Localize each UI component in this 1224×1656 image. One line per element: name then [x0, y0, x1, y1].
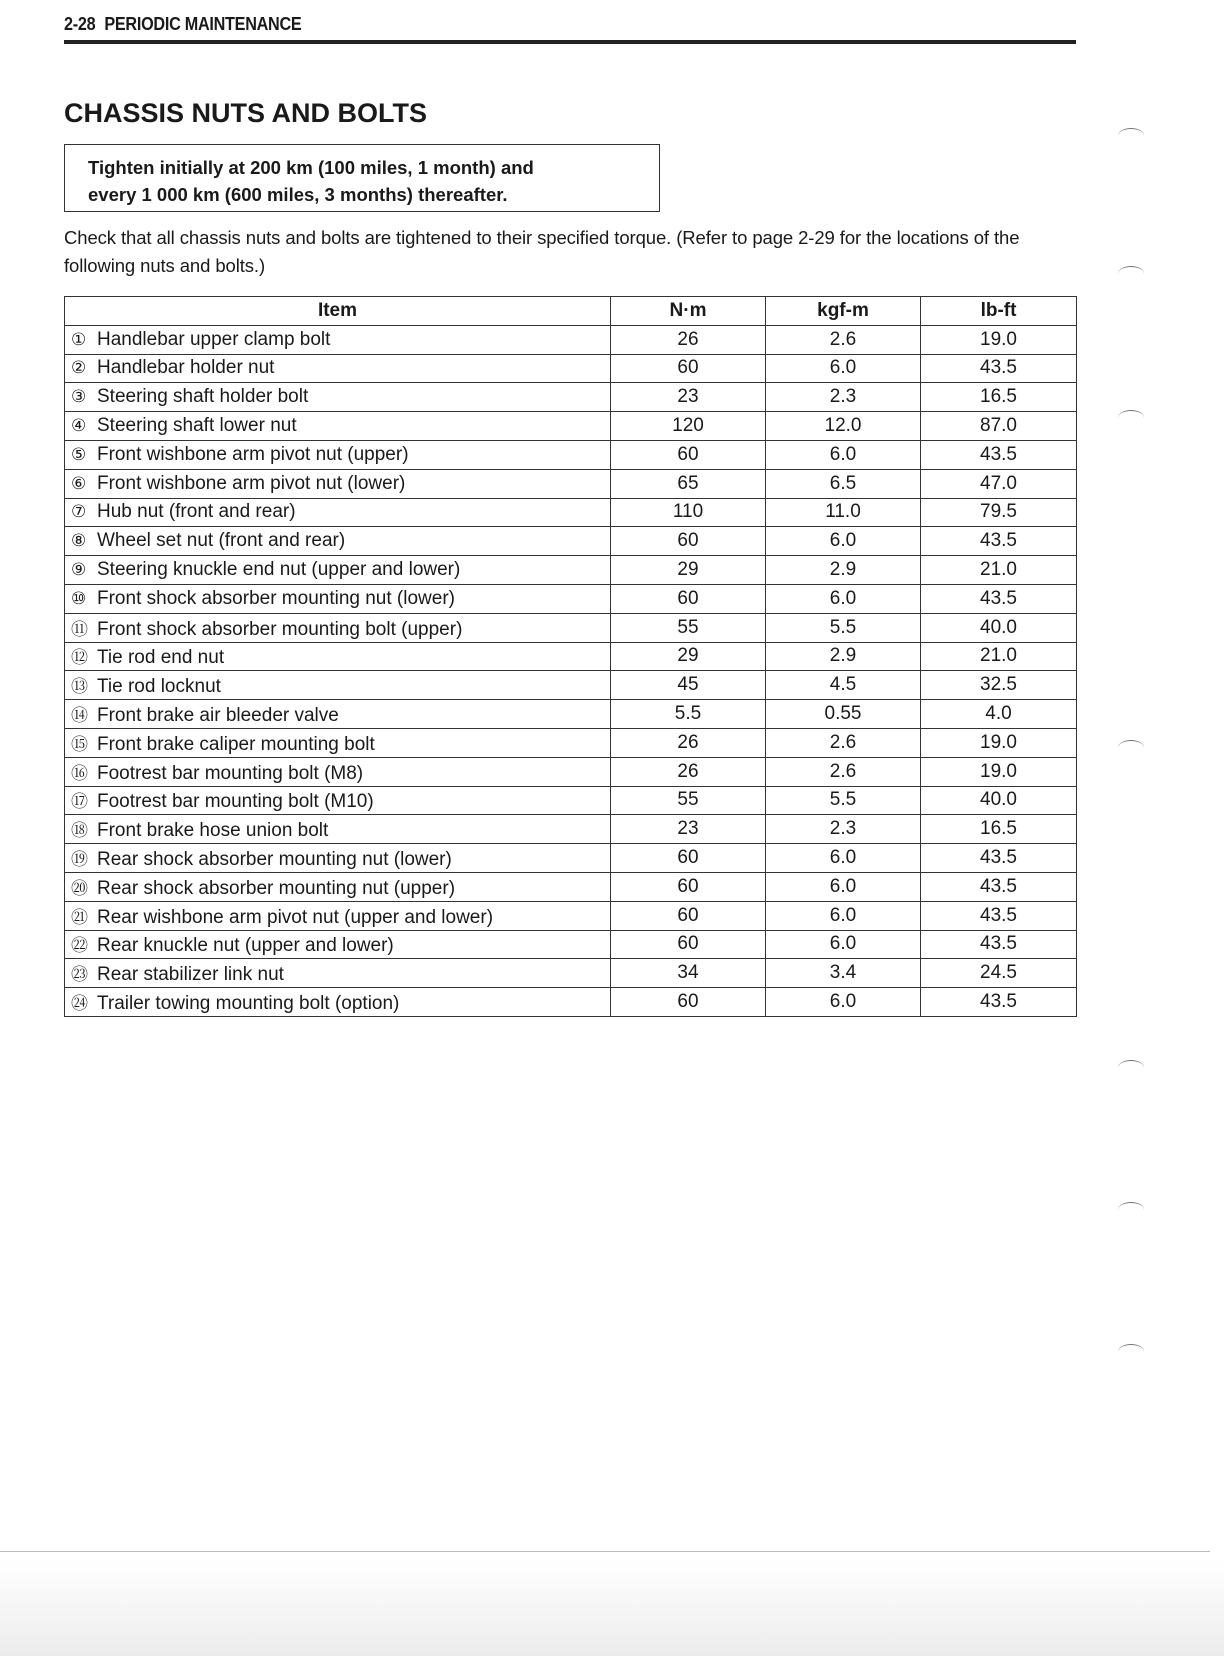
- item-cell: [65, 469, 611, 498]
- table-row: [65, 930, 1077, 959]
- torque-lbft-cell: 16.5: [921, 815, 1077, 844]
- section-name: PERIODIC MAINTENANCE: [104, 14, 302, 34]
- item-name: Front shock absorber mounting bolt (upper): [97, 618, 463, 640]
- item-name: Handlebar holder nut: [97, 357, 275, 379]
- torque-nm-cell: 65: [611, 469, 766, 498]
- item-cell: [65, 959, 611, 988]
- torque-lbft-cell: 16.5: [921, 383, 1077, 412]
- note-line-2: every 1 000 km (600 miles, 3 months) thereafter.: [88, 184, 508, 205]
- torque-nm-cell: 60: [611, 988, 766, 1017]
- torque-kgfm-cell: 12.0: [766, 412, 921, 441]
- table-row: [65, 815, 1077, 844]
- torque-kgfm-cell: 6.0: [766, 584, 921, 613]
- torque-kgfm-cell: 11.0: [766, 498, 921, 527]
- item-cell: [65, 527, 611, 556]
- page-number: 2-28: [64, 14, 96, 34]
- item-number-marker: ⑫: [71, 648, 88, 668]
- item-number-marker: ⑤: [71, 444, 87, 464]
- torque-lbft-cell: 32.5: [921, 671, 1077, 700]
- torque-lbft-cell: 43.5: [921, 527, 1077, 556]
- page-edge-mark: [1118, 266, 1144, 281]
- item-number-marker: ⑩: [71, 588, 87, 608]
- torque-nm-cell: 29: [611, 556, 766, 585]
- col-header-lbft: lb-ft: [921, 297, 1077, 326]
- torque-lbft-cell: 40.0: [921, 786, 1077, 815]
- item-number-marker: ㉒: [71, 936, 88, 956]
- table-row: [65, 354, 1077, 383]
- table-row: [65, 757, 1077, 786]
- item-cell: [65, 671, 611, 700]
- col-header-item: Item: [65, 297, 611, 326]
- torque-lbft-cell: 21.0: [921, 556, 1077, 585]
- item-cell: [65, 354, 611, 383]
- item-name: Footrest bar mounting bolt (M10): [97, 791, 374, 813]
- torque-kgfm-cell: 5.5: [766, 786, 921, 815]
- table-row: [65, 844, 1077, 873]
- item-cell: [65, 412, 611, 441]
- item-number-marker: ⑨: [71, 560, 87, 580]
- table-row: [65, 642, 1077, 671]
- torque-lbft-cell: 43.5: [921, 930, 1077, 959]
- torque-kgfm-cell: 6.0: [766, 354, 921, 383]
- torque-nm-cell: 45: [611, 671, 766, 700]
- torque-lbft-cell: 19.0: [921, 325, 1077, 354]
- torque-nm-cell: 26: [611, 728, 766, 757]
- torque-nm-cell: 60: [611, 354, 766, 383]
- torque-lbft-cell: 40.0: [921, 613, 1077, 642]
- item-name: Tie rod end nut: [97, 647, 225, 669]
- torque-nm-cell: 29: [611, 642, 766, 671]
- item-name: Rear wishbone arm pivot nut (upper and lower): [97, 906, 494, 928]
- torque-kgfm-cell: 2.9: [766, 556, 921, 585]
- item-cell: [65, 325, 611, 354]
- item-name: Footrest bar mounting bolt (M8): [97, 762, 364, 784]
- torque-table: [64, 296, 1077, 1017]
- torque-lbft-cell: 4.0: [921, 700, 1077, 729]
- torque-lbft-cell: 19.0: [921, 728, 1077, 757]
- page-edge-mark: [1118, 740, 1144, 755]
- torque-kgfm-cell: 6.0: [766, 901, 921, 930]
- torque-kgfm-cell: 3.4: [766, 959, 921, 988]
- item-number-marker: ⑬: [71, 677, 88, 697]
- item-number-marker: ⑥: [71, 473, 87, 493]
- torque-kgfm-cell: 4.5: [766, 671, 921, 700]
- item-cell: [65, 930, 611, 959]
- torque-lbft-cell: 87.0: [921, 412, 1077, 441]
- table-row: [65, 383, 1077, 412]
- torque-nm-cell: 60: [611, 584, 766, 613]
- item-cell: [65, 872, 611, 901]
- torque-table-body: [65, 325, 1077, 1016]
- torque-nm-cell: 55: [611, 613, 766, 642]
- item-number-marker: ③: [71, 387, 87, 407]
- item-number-marker: ⑰: [71, 792, 88, 812]
- torque-nm-cell: 110: [611, 498, 766, 527]
- item-number-marker: ④: [71, 416, 87, 436]
- item-name: Steering knuckle end nut (upper and lower): [97, 559, 461, 581]
- page-edge-mark: [1118, 128, 1144, 143]
- item-number-marker: ㉑: [71, 907, 88, 927]
- table-row: [65, 872, 1077, 901]
- item-number-marker: ⑲: [71, 850, 88, 870]
- torque-lbft-cell: 47.0: [921, 469, 1077, 498]
- item-number-marker: ⑧: [71, 531, 87, 551]
- item-cell: [65, 383, 611, 412]
- table-row: [65, 901, 1077, 930]
- torque-nm-cell: 60: [611, 930, 766, 959]
- torque-lbft-cell: 24.5: [921, 959, 1077, 988]
- item-number-marker: ⑭: [71, 706, 88, 726]
- item-name: Rear stabilizer link nut: [97, 964, 284, 986]
- torque-lbft-cell: 43.5: [921, 988, 1077, 1017]
- item-name: Rear knuckle nut (upper and lower): [97, 935, 394, 957]
- torque-nm-cell: 26: [611, 757, 766, 786]
- intro-paragraph: Check that all chassis nuts and bolts are tightened to their specified torque. (Refer to page 2-29 for the locations of the following nuts and bolts.): [64, 227, 1020, 276]
- item-cell: [65, 584, 611, 613]
- page-edge-mark: [1118, 1060, 1144, 1075]
- item-name: Trailer towing mounting bolt (option): [97, 993, 400, 1015]
- item-number-marker: ⑱: [71, 821, 88, 841]
- item-number-marker: ⑪: [71, 619, 88, 639]
- item-cell: [65, 642, 611, 671]
- table-row: [65, 613, 1077, 642]
- torque-kgfm-cell: 2.6: [766, 325, 921, 354]
- table-row: [65, 584, 1077, 613]
- item-number-marker: ㉔: [71, 994, 88, 1014]
- item-cell: [65, 786, 611, 815]
- page-edge-mark: [1118, 410, 1144, 425]
- torque-kgfm-cell: 0.55: [766, 700, 921, 729]
- item-name: Handlebar upper clamp bolt: [97, 328, 331, 350]
- item-number-marker: ⑦: [71, 502, 87, 522]
- torque-kgfm-cell: 5.5: [766, 613, 921, 642]
- torque-lbft-cell: 43.5: [921, 354, 1077, 383]
- item-cell: [65, 757, 611, 786]
- item-number-marker: ②: [71, 358, 87, 378]
- torque-nm-cell: 23: [611, 815, 766, 844]
- torque-lbft-cell: 79.5: [921, 498, 1077, 527]
- torque-nm-cell: 34: [611, 959, 766, 988]
- torque-lbft-cell: 19.0: [921, 757, 1077, 786]
- torque-kgfm-cell: 2.9: [766, 642, 921, 671]
- item-name: Front brake caliper mounting bolt: [97, 733, 375, 755]
- torque-nm-cell: 60: [611, 901, 766, 930]
- torque-lbft-cell: 43.5: [921, 584, 1077, 613]
- table-row: [65, 988, 1077, 1017]
- table-row: [65, 671, 1077, 700]
- item-name: Rear shock absorber mounting nut (upper): [97, 877, 456, 899]
- item-name: Front wishbone arm pivot nut (lower): [97, 472, 406, 494]
- torque-kgfm-cell: 2.6: [766, 757, 921, 786]
- item-cell: [65, 844, 611, 873]
- item-cell: [65, 988, 611, 1017]
- item-name: Front shock absorber mounting nut (lower): [97, 587, 455, 609]
- table-row: [65, 498, 1077, 527]
- page-edge-mark: [1118, 1202, 1144, 1217]
- item-name: Steering shaft lower nut: [97, 415, 297, 437]
- item-name: Hub nut (front and rear): [97, 501, 296, 523]
- item-number-marker: ⑳: [71, 878, 88, 898]
- torque-kgfm-cell: 6.0: [766, 930, 921, 959]
- note-line-1: Tighten initially at 200 km (100 miles, 1 month) and: [88, 157, 534, 178]
- item-cell: [65, 700, 611, 729]
- item-number-marker: ①: [71, 329, 87, 349]
- item-cell: [65, 815, 611, 844]
- table-row: [65, 959, 1077, 988]
- torque-nm-cell: 60: [611, 527, 766, 556]
- item-name: Wheel set nut (front and rear): [97, 530, 346, 552]
- table-row: [65, 700, 1077, 729]
- interval-note-box: [64, 144, 660, 212]
- table-row: [65, 412, 1077, 441]
- item-number-marker: ㉓: [71, 965, 88, 985]
- item-name: Tie rod locknut: [97, 676, 221, 698]
- item-name: Front brake hose union bolt: [97, 820, 329, 842]
- torque-nm-cell: 26: [611, 325, 766, 354]
- torque-kgfm-cell: 2.6: [766, 728, 921, 757]
- torque-lbft-cell: 43.5: [921, 844, 1077, 873]
- running-header: [64, 14, 301, 35]
- scan-shadow: [0, 1560, 1224, 1656]
- col-header-nm: N·m: [611, 297, 766, 326]
- table-row: [65, 440, 1077, 469]
- torque-nm-cell: 60: [611, 440, 766, 469]
- torque-kgfm-cell: 6.0: [766, 872, 921, 901]
- item-name: Front wishbone arm pivot nut (upper): [97, 443, 409, 465]
- item-cell: [65, 498, 611, 527]
- torque-nm-cell: 5.5: [611, 700, 766, 729]
- table-row: [65, 728, 1077, 757]
- torque-kgfm-cell: 6.5: [766, 469, 921, 498]
- item-number-marker: ⑮: [71, 734, 88, 754]
- section-title: CHASSIS NUTS AND BOLTS: [64, 98, 428, 128]
- torque-kgfm-cell: 6.0: [766, 844, 921, 873]
- page-edge-mark: [1118, 1344, 1144, 1359]
- torque-lbft-cell: 43.5: [921, 872, 1077, 901]
- table-row: [65, 556, 1077, 585]
- torque-nm-cell: 60: [611, 844, 766, 873]
- item-cell: [65, 613, 611, 642]
- col-header-kgfm: kgf-m: [766, 297, 921, 326]
- torque-kgfm-cell: 2.3: [766, 383, 921, 412]
- torque-nm-cell: 60: [611, 872, 766, 901]
- torque-nm-cell: 55: [611, 786, 766, 815]
- torque-lbft-cell: 21.0: [921, 642, 1077, 671]
- table-header-row: [65, 297, 1077, 326]
- item-cell: [65, 901, 611, 930]
- scan-bottom-edge: [0, 1551, 1210, 1552]
- torque-nm-cell: 120: [611, 412, 766, 441]
- page-header: [64, 12, 1076, 42]
- table-row: [65, 527, 1077, 556]
- item-number-marker: ⑯: [71, 763, 88, 783]
- header-rule: [64, 40, 1076, 44]
- torque-kgfm-cell: 6.0: [766, 988, 921, 1017]
- item-cell: [65, 440, 611, 469]
- item-name: Steering shaft holder bolt: [97, 386, 309, 408]
- torque-kgfm-cell: 6.0: [766, 527, 921, 556]
- torque-kgfm-cell: 2.3: [766, 815, 921, 844]
- torque-nm-cell: 23: [611, 383, 766, 412]
- item-name: Front brake air bleeder valve: [97, 705, 339, 727]
- torque-lbft-cell: 43.5: [921, 901, 1077, 930]
- torque-lbft-cell: 43.5: [921, 440, 1077, 469]
- table-row: [65, 786, 1077, 815]
- table-row: [65, 325, 1077, 354]
- item-name: Rear shock absorber mounting nut (lower): [97, 849, 452, 871]
- item-cell: [65, 728, 611, 757]
- table-row: [65, 469, 1077, 498]
- item-cell: [65, 556, 611, 585]
- torque-kgfm-cell: 6.0: [766, 440, 921, 469]
